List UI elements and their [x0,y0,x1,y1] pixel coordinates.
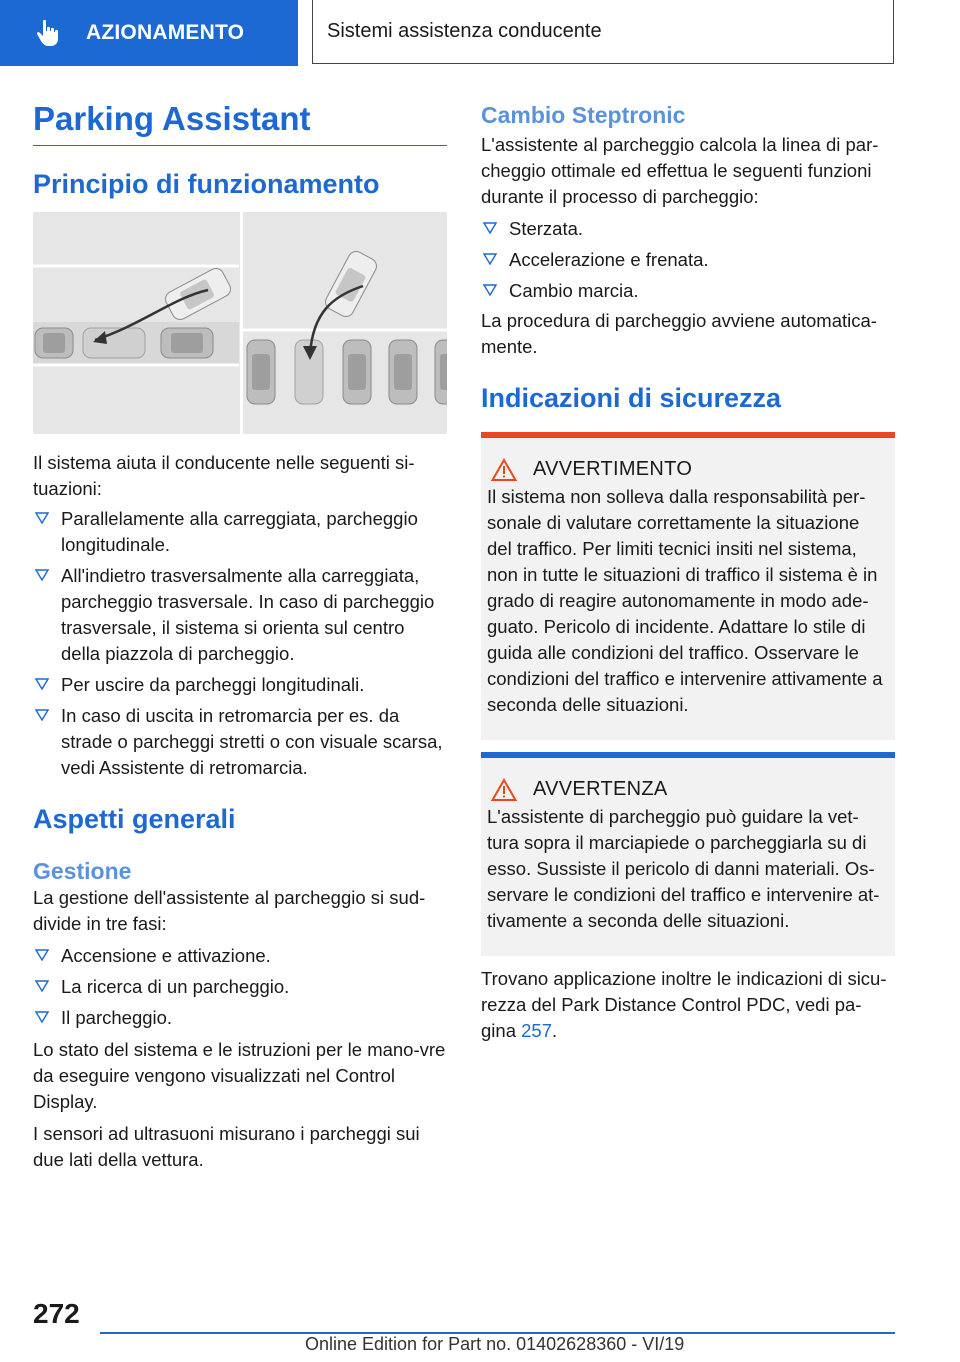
page-number: 272 [33,1298,80,1329]
triangle-bullet-icon [35,568,49,582]
heading-general: Aspetti generali [33,804,236,835]
triangle-bullet-icon [483,221,497,235]
page-title: Parking Assistant [33,100,447,146]
list-item [33,563,447,667]
warning-triangle-icon [491,778,517,802]
triangle-bullet-icon [35,1010,49,1024]
right-column [481,100,895,1044]
list-item [33,703,447,781]
list-item [33,974,447,1000]
intro-text: Il sistema aiuta il conducente nelle seguenti si-tuazioni: [33,452,415,500]
list-item [33,943,447,969]
triangle-bullet-icon [35,708,49,722]
left-column [33,100,447,1173]
status-text: Lo stato del sistema e le istruzioni per le mano-vre da eseguire vengono visualizzati nel Control Display. [33,1039,446,1113]
section-header [312,0,894,64]
phase-text: La ricerca di un parcheggio. [61,976,290,998]
situation-text: All'indietro trasversalmente alla carreggiata, parcheggio trasversale. In caso di parcheggio trasversale, il sistema si orienta sul centro della piazzola di parcheggio. [61,565,435,665]
functions-list [481,216,895,304]
warning-triangle-icon [491,458,517,482]
function-text: Accelerazione e frenata. [509,248,709,270]
phase-text: Accensione e attivazione. [61,945,271,967]
heading-principle: Principio di funzionamento [33,168,380,199]
pdc-text [481,966,895,1044]
phases-list [33,943,447,1031]
operation-text: La gestione dell'assistente al parcheggio si sud-divide in tre fasi: [33,887,426,935]
steptronic-text: L'assistente al parcheggio calcola la linea di par-cheggio ottimale ed effettua le seguenti funzioni durante il processo di parcheggio: [481,133,879,207]
function-text: Cambio marcia. [509,279,639,301]
situation-text: Per uscire da parcheggi longitudinali. [61,674,365,696]
heading-operation: Gestione [33,857,132,884]
triangle-bullet-icon [483,283,497,297]
warning-title: AVVERTIMENTO [533,458,693,481]
notice-text: L'assistente di parcheggio può guidare la vet-tura sopra il marciapiede o parcheggiarla su di esso. Sussiste il pericolo di danni materiali. Os-servare le condizioni del traffico e intervenire at-tivamente a seconda delle situazioni. [487,805,880,931]
triangle-bullet-icon [483,252,497,266]
phase-text: Il parcheggio. [61,1007,173,1029]
chapter-label: AZIONAMENTO [86,21,245,44]
pdc-text-end: . [552,1019,558,1041]
triangle-bullet-icon [35,511,49,525]
warning-text: Il sistema non solleva dalla responsabilità per-sonale di valutare correttamente la situazione del traffico. Per limiti tecnici insiti nel sistema, non in tutte le situazioni di traffico il sistema è in grado di reagire autonomamente in modo ade-guato. Pericolo di incidente. Adattare lo stile di guida alle condizioni del traffico. Osservare le condizioni del traffico e intervenire attivamente a seconda delle situazioni. [487,485,883,715]
hand-pointer-icon [36,19,62,47]
triangle-bullet-icon [35,677,49,691]
list-item [33,672,447,698]
page-link[interactable]: 257 [521,1019,552,1041]
sensors-text: I sensori ad ultrasuoni misurano i parcheggi sui due lati della vettura. [33,1123,420,1171]
function-text: Sterzata. [509,217,584,239]
list-item [481,278,895,304]
list-item [33,1005,447,1031]
situations-list [33,506,447,781]
list-item [481,216,895,242]
parking-diagram [33,212,447,434]
triangle-bullet-icon [35,948,49,962]
parking-illustration [33,212,447,434]
heading-steptronic: Cambio Steptronic [481,102,686,128]
warning-box [481,432,895,740]
notice-box [481,752,895,956]
auto-text: La procedura di parcheggio avviene automatica-mente. [481,309,877,357]
section-label: Sistemi assistenza conducente [327,20,602,42]
situation-text: In caso di uscita in retromarcia per es. da strade o parcheggi stretti o con visuale scarsa, vedi Assistente di retromarcia. [61,705,443,779]
edition-text: Online Edition for Part no. 01402628360 - VI/19 [305,1334,685,1354]
heading-safety: Indicazioni di sicurezza [481,382,782,413]
list-item [481,247,895,273]
chapter-tab[interactable] [0,0,298,66]
pdc-text-body: Trovano applicazione inoltre le indicazioni di sicu-rezza del Park Distance Control PDC, vedi pa-gina [481,967,887,1041]
notice-title: AVVERTENZA [533,778,668,801]
situation-text: Parallelamente alla carreggiata, parcheggio longitudinale. [61,508,418,556]
list-item [33,506,447,558]
triangle-bullet-icon [35,979,49,993]
